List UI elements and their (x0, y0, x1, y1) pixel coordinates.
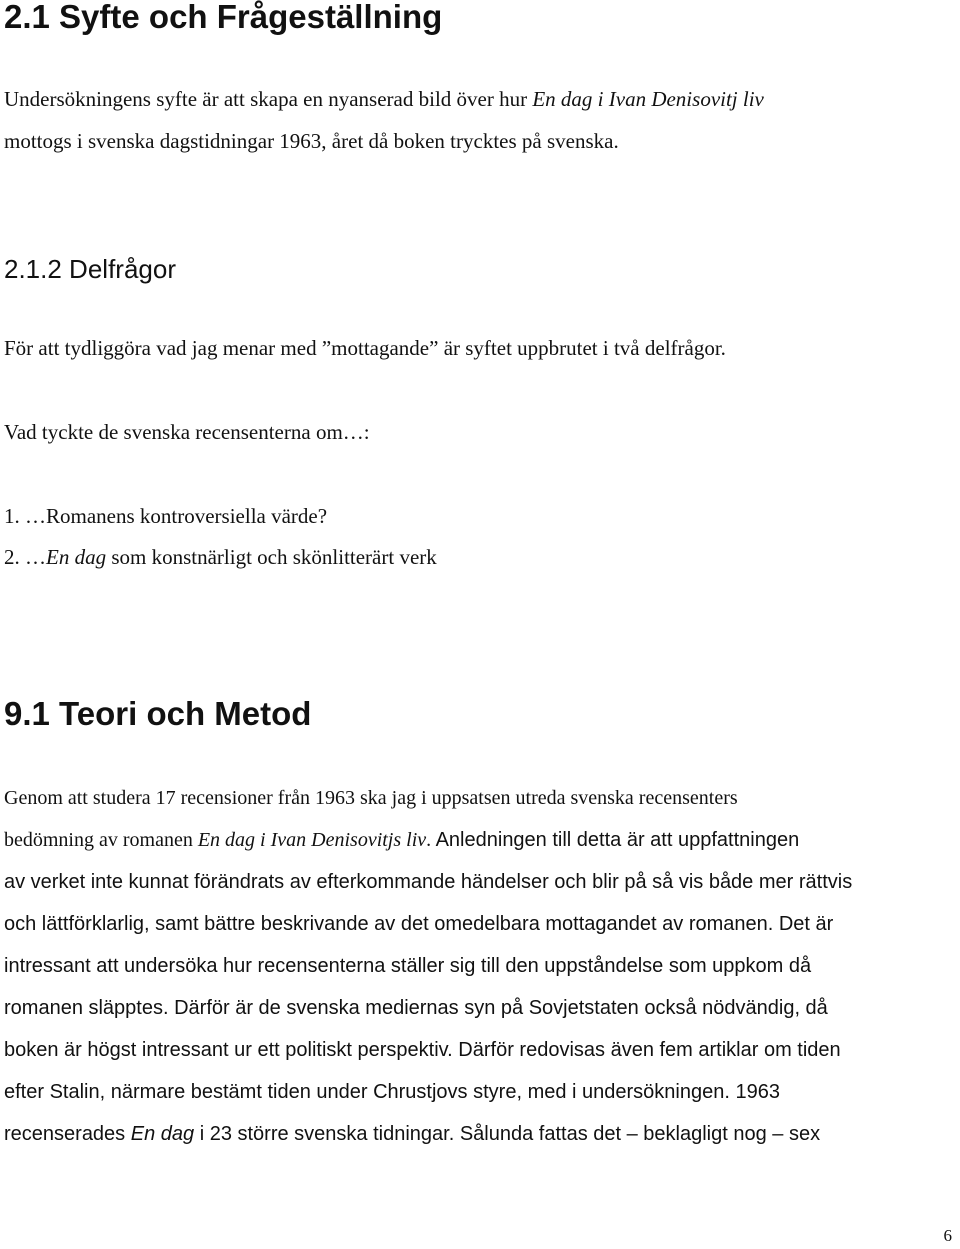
list-item (4, 504, 327, 529)
text-span: Undersökningens syfte är att skapa en nyanserad bild över hur (4, 87, 533, 111)
book-title-italic: En dag (130, 1123, 195, 1145)
paragraph-line: intressant att undersöka hur recensenterna ställer sig till den uppståndelse som uppkom då (4, 955, 812, 977)
text-span: Anledningen till detta är att uppfattningen (431, 829, 800, 851)
intro-line: För att tydliggöra vad jag menar med ”mottagande” är syftet uppbrutet i två delfrågor. (4, 336, 726, 360)
book-title-italic: En dag (46, 545, 107, 569)
text-span: mottogs i svenska dagstidningar 1963, året då boken trycktes på svenska. (4, 129, 619, 153)
paragraph-line: av verket inte kunnat förändrats av efterkommande händelser och blir på så vis både mer rättvis (4, 871, 853, 893)
question-lead: Vad tyckte de svenska recensenterna om…: (4, 420, 370, 444)
paragraph-line (4, 787, 738, 810)
list-text: som konstnärligt och skönlitterärt verk (106, 545, 437, 569)
list-text: … (25, 545, 46, 569)
list-number: 1. (4, 504, 20, 528)
paragraph-line (4, 829, 799, 852)
section-heading-delfragor: 2.1.2 Delfrågor (4, 254, 176, 284)
paragraph-line: efter Stalin, närmare bestämt tiden under Chrustjovs styre, med i undersökningen. 1963 (4, 1081, 780, 1103)
book-title-italic: En dag i Ivan Denisovitjs liv (197, 829, 427, 851)
page-number: 6 (943, 1226, 952, 1245)
paragraph-line: och lättförklarlig, samt bättre beskrivande av det omedelbara mottagandet av romanen. Det är (4, 913, 834, 935)
list-item (4, 545, 437, 570)
paragraph-line: romanen släpptes. Därför är de svenska mediernas syn på Sovjetstaten också nödvändig, då (4, 997, 828, 1019)
paragraph-line: boken är högst intressant ur ett politiskt perspektiv. Därför redovisas även fem artiklar om tiden (4, 1039, 841, 1061)
paragraph-line (4, 87, 764, 112)
text-span: i 23 större svenska tidningar. Sålunda fattas det – beklagligt nog – sex (194, 1123, 821, 1145)
book-title-italic: En dag i Ivan Denisovitj liv (532, 87, 764, 111)
section-heading-syfte: 2.1 Syfte och Frågeställning (4, 0, 443, 35)
text-span: Genom att studera 17 recensioner från 1963 ska jag i uppsatsen utreda svenska recensenters (4, 787, 738, 809)
text-span: recenserades (4, 1123, 131, 1145)
paragraph-line (4, 1123, 820, 1146)
paragraph-line (4, 129, 619, 154)
list-text: …Romanens kontroversiella värde? (25, 504, 328, 528)
section-heading-teori-och-metod: 9.1 Teori och Metod (4, 695, 312, 732)
text-span: bedömning av romanen (4, 829, 198, 851)
list-number: 2. (4, 545, 20, 569)
text-span: . (426, 829, 432, 851)
